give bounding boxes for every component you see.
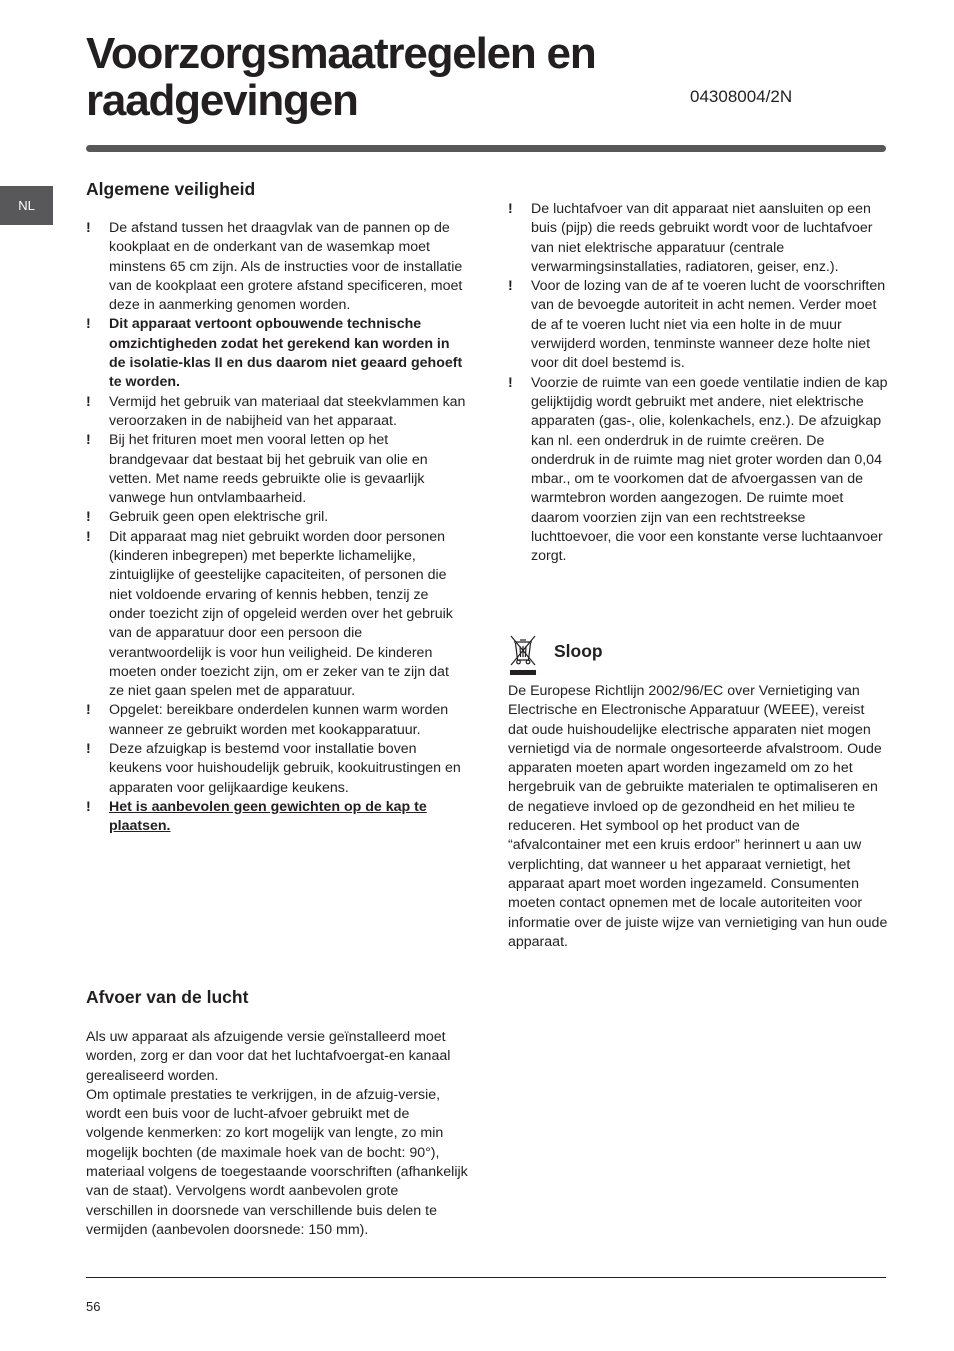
list-item: ! Dit apparaat vertoont opbouwende technische omzichtigheden zodat het gerekend kan worden in de isolatie-klas II en dus daarom niet geaard gehoeft te worden.: [86, 316, 463, 391]
warning-bullet: !: [86, 393, 91, 410]
list-item: ! Voor de lozing van de af te voeren lucht de voorschriften van de bevoegde autoriteit in acht nemen. Verder moet de af te voeren lucht niet via een holte in de muur verwijderd worden, tenminste wanneer deze holte niet voor dit doel bestemd is.: [508, 278, 886, 372]
warning-bullet: !: [508, 201, 513, 217]
footer-divider: [86, 1277, 886, 1278]
language-tab: NL: [0, 186, 53, 225]
weee-crossed-bin-icon: [508, 632, 538, 676]
warning-bullet: !: [86, 702, 91, 719]
page-number: 56: [86, 1299, 101, 1314]
list-item: ! Deze afzuigkap is bestemd voor installatie boven keukens voor huishoudelijk gebruik, kookuitrustingen en apparaten voor gelijkaardige keukens.: [86, 741, 461, 796]
air-intro: Als uw apparaat als afzuigende versie geïnstalleerd moet worden, zorg er dan voor dat het luchtafvoergat-en kanaal gerealiseerd worden.: [86, 1029, 451, 1084]
warning-bullet: !: [86, 432, 91, 449]
air-intro-block: [86, 1028, 466, 1240]
document-code: 04308004/2N: [690, 87, 793, 106]
list-item: ! Voorzie de ruimte van een goede ventilatie indien de kap gelijktijdig wordt gebruikt met andere, niet elektrische apparaten (gas-, olie, kolenkachels, enz.). De afzuigkap kan nl. een onderdruk in de ruimte creëren. De onderdruk in de ruimte mag niet groter worden dan 0,04 mbar., om te voorkomen dat de afvoergassen van de warmtebron worden aangezogen. De ruimte moet daarom voorzien zijn van een rechtstreekse luchttoevoer, die voor een konstante verse luchtaanvoer zorgt.: [508, 374, 888, 565]
warning-bullet: !: [86, 528, 91, 545]
list-item: ! Het is aanbevolen geen gewichten op de kap te plaatsen.: [86, 798, 427, 835]
air-performance: Om optimale prestaties te verkrijgen, in de afzuig-versie, wordt een buis voor de lucht-afvoer gebruikt met de volgende kenmerken: zo kort mogelijk van lengte, zo min mogelijk bochten (de maximale hoek van de bocht: 90°), materiaal volgens de toegestaande voorschriften (afhankelijk van de staat). Vervolgens wordt aanbevolen grote verschillen in doorsnede van verschillende buis delen te vermijden (aanbevolen doorsnede: 150 mm).: [86, 1086, 468, 1238]
list-item: ! Bij het frituren moet men vooral letten op het brandgevaar dat bestaat bij het gebruik van olie en vetten. Met name reeds gebruikte olie is gevaarlijk vanwege hun ontvlambaarheid.: [86, 432, 428, 507]
list-item: ! Vermijd het gebruik van materiaal dat steekvlammen kan veroorzaken in de nabijheid van het apparaat.: [86, 393, 466, 429]
section-heading-air: Afvoer van de lucht: [86, 987, 249, 1007]
page-title: Voorzorgsmaatregelen en raadgevingen: [86, 29, 596, 125]
warning-bullet: !: [86, 509, 91, 526]
section-heading-disposal: Sloop: [554, 641, 603, 661]
list-item: ! Opgelet: bereikbare onderdelen kunnen warm worden wanneer ze gebruikt worden met kookapparatuur.: [86, 702, 449, 738]
warning-bullet: !: [86, 798, 91, 815]
warning-bullet: !: [508, 374, 513, 391]
warning-bullet: !: [86, 220, 91, 236]
warning-bullet: !: [86, 741, 91, 758]
title-divider: [86, 145, 886, 152]
warning-bullet: !: [508, 278, 513, 295]
warning-bullet: !: [86, 316, 91, 333]
safety-list: [86, 219, 466, 837]
list-item: ! De afstand tussen het draagvlak van de pannen op de kookplaat en de onderkant van de wasemkap moet minstens 65 cm zijn. Als de instructies voor de installatie van de kookplaat een grotere afstand specificeren, moet deze in aanmerking genomen worden.: [86, 220, 463, 314]
list-item: ! Dit apparaat mag niet gebruikt worden door personen (kinderen inbegrepen) met beperkte lichamelijke, zintuiglijke of geestelijke capaciteiten, of personen die niet voldoende ervaring of kennis hebben, tenzij ze onder toezicht zijn of opgeleid werden over het gebruik van de apparatuur door een persoon die verantwoordelijk is voor hun veiligheid. De kinderen moeten onder toezicht zijn, om er zeker van te zijn dat ze niet gaan spelen met de apparatuur.: [86, 528, 453, 700]
list-item: ! Gebruik geen open elektrische gril.: [86, 508, 466, 527]
air-list: [508, 200, 888, 567]
list-item: ! De luchtafvoer van dit apparaat niet aansluiten op een buis (pijp) die reeds gebruikt wordt voor de luchtafvoer van niet elektrische apparatuur (centrale verwarmingsinstallaties, radiatoren, geiser, enz.).: [508, 201, 873, 275]
section-heading-safety: Algemene veiligheid: [86, 179, 256, 199]
disposal-text: De Europese Richtlijn 2002/96/EC over Vernietiging van Electrische en Electronische Apparatuur (WEEE), vereist dat oude huishoudelijke electrische apparaten niet mogen vernietigd via de normale ongesorteerde afvalstroom. Oude apparaten moeten apart worden ingezameld om zo het hergebruik van de gebruikte materialen te optimaliseren en de negatieve invloed op de gezondheid en het milieu te reduceren. Het symbool op het product van de “afvalcontainer met een kruis erdoor” herinnert u aan uw verplichting, dat wanneer u het apparaat vernietigt, het apparaat apart moet worden ingezameld. Consumenten moeten contact opnemen met de locale autoriteiten voor informatie over de juiste wijze van vernietiging van hun oude apparaat.: [508, 683, 888, 950]
